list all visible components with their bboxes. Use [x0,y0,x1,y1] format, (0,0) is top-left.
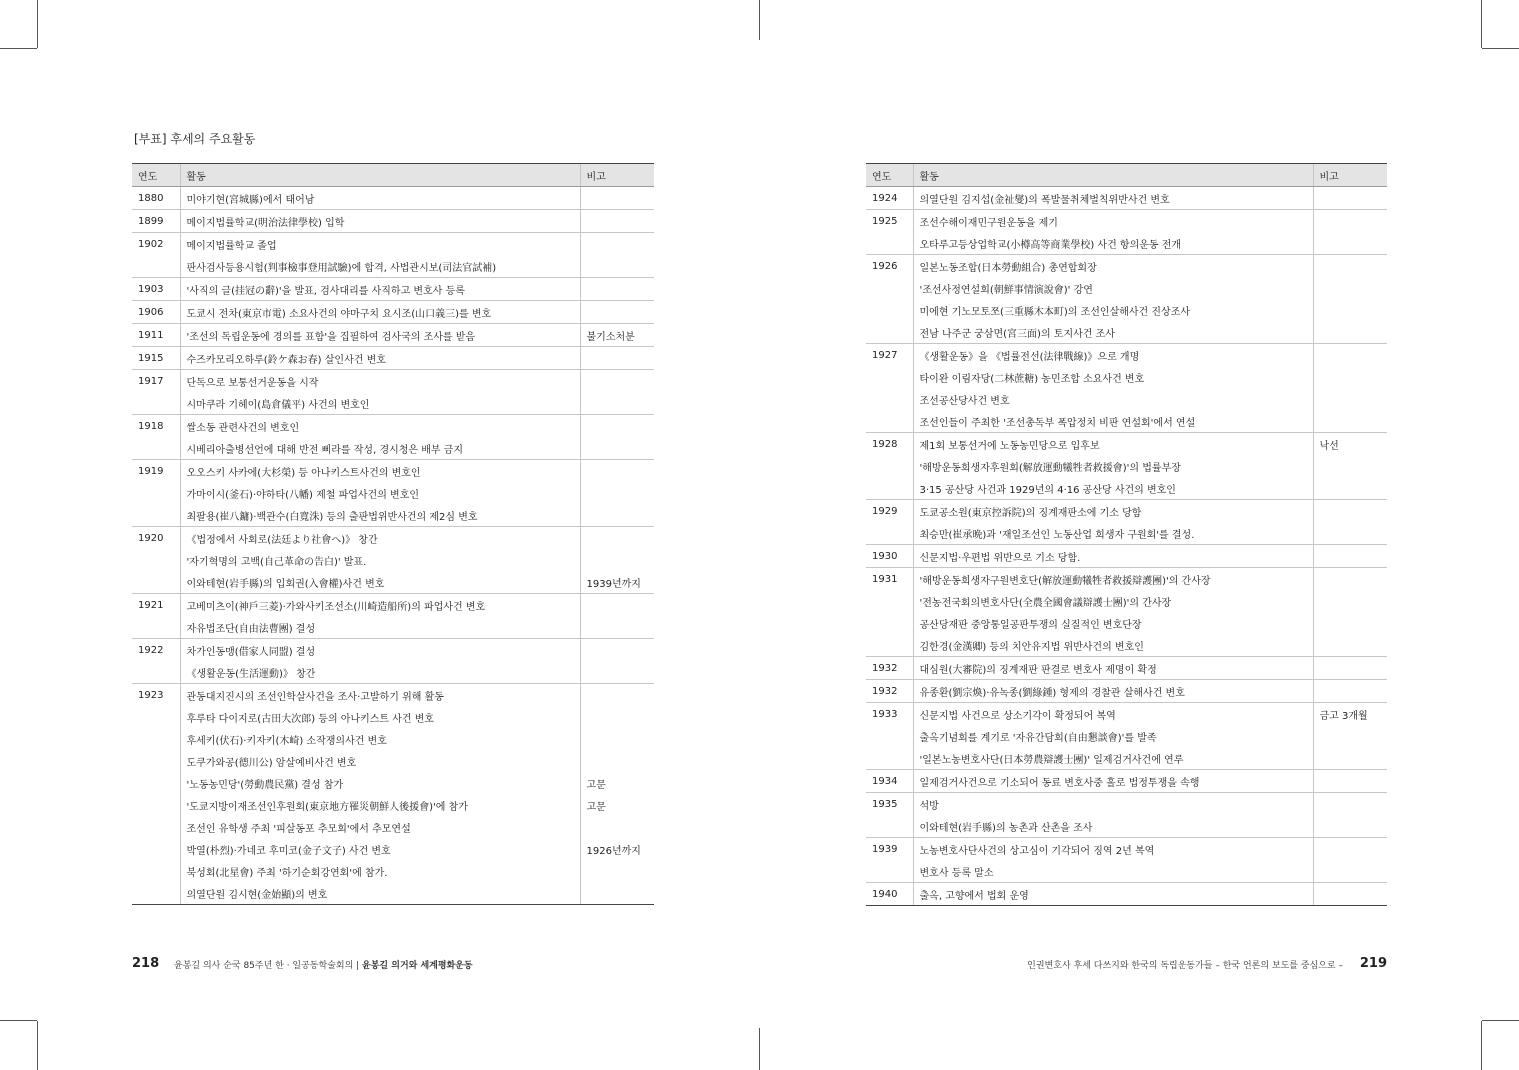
header-note: 비고 [580,164,654,187]
table-body [132,187,654,905]
year-cell [866,232,913,255]
table-row [132,661,654,684]
year-cell [132,437,180,460]
activity-cell: 조선공산당사건 변호 [913,388,1313,410]
year-cell: 1923 [132,684,180,707]
year-cell [132,392,180,415]
note-cell [580,370,654,393]
activity-cell: '전농전국회의변호사단(全農全國會議辯護士團)'의 간사장 [913,590,1313,612]
activity-cell: 단독으로 보통선거운동을 시작 [180,370,580,393]
note-cell [580,661,654,684]
note-cell [1313,210,1387,233]
note-cell [580,816,654,838]
activity-cell: 변호사 등록 말소 [913,860,1313,883]
note-cell [580,549,654,571]
table-row [866,703,1387,726]
table-row [866,232,1387,255]
activity-cell: 시마쿠라 기헤이(島倉儀平) 사건의 변호인 [180,392,580,415]
table-row [866,793,1387,816]
activity-cell: '조선의 독립운동에 경의를 표함'을 집필하여 검사국의 조사를 받음 [180,324,580,347]
activity-cell: '자기혁명의 고백(自己革命の告白)' 발표. [180,549,580,571]
note-cell [1313,545,1387,568]
table-row [866,255,1387,278]
activity-cell: 후세키(伏石)·키자키(木崎) 소작쟁의사건 변호 [180,728,580,750]
year-cell: 1931 [866,568,913,591]
note-cell: 낙선 [1313,433,1387,456]
table-row [132,392,654,415]
activity-cell: '도쿄지방이재조선인후원회(東京地方罹災朝鮮人後援會)'에 참가 [180,794,580,816]
activity-cell: 의열단원 김시현(金始顯)의 변호 [180,882,580,905]
note-cell [580,255,654,278]
activity-cell: 《생활운동》을 《법률전선(法律戰線)》으로 개명 [913,344,1313,367]
year-cell [132,728,180,750]
year-cell [866,522,913,545]
activity-cell: '해방운동희생자구원변호단(解放運動犧牲者救援辯護團)'의 간사장 [913,568,1313,591]
activity-cell: '조선사정연설회(朝鮮事情演說會)' 강연 [913,277,1313,299]
crop-mark [759,0,760,40]
table-row [132,838,654,860]
footer-series-title: 윤봉길 의사 순국 85주년 한 · 일공동학술회의 | [174,961,363,971]
note-cell [580,460,654,483]
table-row [866,433,1387,456]
header-activity: 활동 [180,164,580,187]
activity-cell: 노농변호사단사건의 상고심이 기각되어 징역 2년 복역 [913,838,1313,861]
table-row [866,299,1387,321]
note-cell [1313,770,1387,793]
year-cell [132,616,180,639]
note-cell [1313,793,1387,816]
table-row [866,838,1387,861]
table-row [132,301,654,324]
table-row [132,860,654,882]
note-cell [580,684,654,707]
activity-cell: 시베리아출병선언에 대해 반전 삐라를 작성, 경시청은 배부 금지 [180,437,580,460]
header-note: 비고 [1313,164,1387,187]
activity-cell: 차가인동맹(借家人同盟) 결성 [180,639,580,662]
crop-mark [0,1020,37,1021]
activity-cell: 후루타 다이지로(古田大次郎) 등의 아나키스트 사건 변호 [180,706,580,728]
year-cell [132,860,180,882]
activity-cell: 메이지법률학교(明治法律學校) 입학 [180,210,580,233]
page-number-right: 219 [1359,956,1387,971]
table-row [866,770,1387,793]
year-cell [132,772,180,794]
table-row [866,612,1387,634]
note-cell: 1926년까지 [580,838,654,860]
year-cell [866,477,913,500]
year-cell: 1932 [866,680,913,703]
year-cell [132,255,180,278]
activity-cell: 《생활운동(生活運動)》 창간 [180,661,580,684]
note-cell [1313,187,1387,210]
year-cell [132,504,180,527]
activity-cell: 메이지법률학교 졸업 [180,233,580,256]
note-cell [1313,299,1387,321]
note-cell: 고문 [580,772,654,794]
activity-cell: 이와테현(岩手縣)의 입회권(入會權)사건 변호 [180,571,580,594]
year-cell: 1919 [132,460,180,483]
table-header-row [866,164,1387,187]
note-cell [1313,277,1387,299]
table-row [132,549,654,571]
note-cell [1313,883,1387,906]
note-cell [580,706,654,728]
note-cell [1313,500,1387,523]
table-row [132,210,654,233]
activity-cell: 신문지법 사건으로 상소기각이 확정되어 복역 [913,703,1313,726]
table-row [866,366,1387,388]
note-cell [1313,255,1387,278]
year-cell [866,455,913,477]
table-row [132,816,654,838]
note-cell [1313,680,1387,703]
crop-mark [759,1028,760,1070]
table-row [132,504,654,527]
running-footer-right: 인권변호사 후세 다쓰지와 한국의 독립운동가들 – 한국 언론의 보도를 중심으로 – [1027,961,1343,971]
activity-cell: 미야기현(宮城縣)에서 태어남 [180,187,580,210]
note-cell [1313,410,1387,433]
table-row [132,347,654,370]
year-cell: 1921 [132,594,180,617]
year-cell [866,321,913,344]
note-cell [1313,657,1387,680]
year-cell: 1911 [132,324,180,347]
activity-cell: 타이완 이림자당(二林蔗糖) 농민조합 소요사건 변호 [913,366,1313,388]
table-row [132,482,654,504]
table-row [866,747,1387,770]
year-cell [866,299,913,321]
table-row [866,815,1387,838]
note-cell: 불기소처분 [580,324,654,347]
activity-cell: 3·15 공산당 사건과 1929년의 4·16 공산당 사건의 변호인 [913,477,1313,500]
activity-cell: 도쿄시 전차(東京市電) 소요사건의 야마구치 요시조(山口義三)를 변호 [180,301,580,324]
note-cell [1313,612,1387,634]
year-cell: 1917 [132,370,180,393]
header-year: 연도 [132,164,180,187]
year-cell: 1925 [866,210,913,233]
year-cell [866,612,913,634]
crop-mark [1482,1020,1519,1021]
activity-cell: 수즈카모리오하루(鈴ケ森お春) 살인사건 변호 [180,347,580,370]
note-cell: 고문 [580,794,654,816]
year-cell: 1924 [866,187,913,210]
table-row [866,277,1387,299]
activity-cell: 자유법조단(自由法曹團) 결성 [180,616,580,639]
table-row [132,324,654,347]
note-cell [580,437,654,460]
table-row [866,321,1387,344]
activity-table-left [132,163,654,905]
year-cell: 1939 [866,838,913,861]
table-row [866,210,1387,233]
year-cell: 1932 [866,657,913,680]
table-row [132,187,654,210]
crop-mark [37,0,38,48]
note-cell [1313,634,1387,657]
activity-cell: '사직의 글(挂冠の辭)'을 발표, 검사대리를 사직하고 변호사 등록 [180,278,580,301]
year-cell [866,815,913,838]
activity-cell: 도쿠가와공(德川公) 암살예비사건 변호 [180,750,580,772]
activity-cell: 제1회 보통선거에 노동농민당으로 입후보 [913,433,1313,456]
note-cell [1313,232,1387,255]
year-cell [132,549,180,571]
activity-cell: 도쿄공소원(東京控訴院)의 징계재판소에 기소 당함 [913,500,1313,523]
table-row [132,750,654,772]
table-row [132,255,654,278]
note-cell [580,482,654,504]
note-cell [580,882,654,905]
activity-cell: 고베미츠이(神戶三菱)·가와사키조선소(川崎造船所)의 파업사건 변호 [180,594,580,617]
note-cell [580,301,654,324]
year-cell: 1915 [132,347,180,370]
year-cell: 1934 [866,770,913,793]
table-row [866,725,1387,747]
activity-cell: '해방운동희생자후원회(解放運動犧牲者救援會)'의 법률부장 [913,455,1313,477]
activity-cell: 이와테현(岩手縣)의 농촌과 산촌을 조사 [913,815,1313,838]
note-cell [1313,455,1387,477]
year-cell [866,366,913,388]
year-cell [132,661,180,684]
note-cell [1313,522,1387,545]
year-cell: 1899 [132,210,180,233]
table-row [132,527,654,550]
year-cell: 1930 [866,545,913,568]
table-row [866,344,1387,367]
activity-cell: 오오스키 사카에(大杉榮) 등 아나키스트사건의 변호인 [180,460,580,483]
year-cell: 1935 [866,793,913,816]
crop-mark [0,48,37,49]
table-row [132,233,654,256]
activity-cell: 판사검사등용시험(判事檢事登用試驗)에 합격, 사법관시보(司法官試補) [180,255,580,278]
table-row [132,706,654,728]
year-cell: 1922 [132,639,180,662]
note-cell [580,415,654,438]
note-cell [580,639,654,662]
note-cell [1313,725,1387,747]
note-cell [580,504,654,527]
note-cell [1313,344,1387,367]
table-row [866,477,1387,500]
activity-cell: 가마이시(釜石)·야하타(八幡) 제철 파업사건의 변호인 [180,482,580,504]
year-cell: 1880 [132,187,180,210]
table-caption: [부표] 후세의 주요활동 [134,132,256,146]
header-year: 연도 [866,164,913,187]
activity-table-right [866,163,1387,906]
year-cell [132,571,180,594]
activity-cell: 조선인 유학생 주최 '피살동포 추모회'에서 추모연설 [180,816,580,838]
crop-mark [1481,1021,1482,1070]
table-row [866,590,1387,612]
year-cell [866,277,913,299]
table-row [866,860,1387,883]
year-cell: 1906 [132,301,180,324]
table-row [866,657,1387,680]
note-cell [1313,590,1387,612]
note-cell [580,616,654,639]
table-row [132,415,654,438]
note-cell [580,594,654,617]
activity-cell: 박열(朴烈)·가네코 후미코(金子文子) 사건 변호 [180,838,580,860]
note-cell [580,527,654,550]
activity-cell: 출옥기념회를 계기로 '자유간담회(自由懇談會)'를 발족 [913,725,1313,747]
year-cell: 1929 [866,500,913,523]
year-cell: 1927 [866,344,913,367]
crop-mark [1481,0,1482,48]
table-header-row [132,164,654,187]
table-row [866,680,1387,703]
year-cell: 1940 [866,883,913,906]
year-cell [132,882,180,905]
activity-cell: '노동농민당'(勞動農民黨) 결성 참가 [180,772,580,794]
header-activity: 활동 [913,164,1313,187]
year-cell [132,816,180,838]
activity-cell: 김한경(金漢卿) 등의 치안유지법 위반사건의 변호인 [913,634,1313,657]
page-number-left: 218 [132,956,160,971]
note-cell [580,750,654,772]
note-cell [1313,838,1387,861]
activity-cell: 오타루고등상업학교(小樽高等商業學校) 사건 항의운동 전개 [913,232,1313,255]
table-row [866,187,1387,210]
note-cell [580,392,654,415]
year-cell: 1928 [866,433,913,456]
note-cell: 1939년까지 [580,571,654,594]
table-row [866,568,1387,591]
year-cell: 1902 [132,233,180,256]
table-row [866,500,1387,523]
activity-cell: 유종환(劉宗煥)·유녹종(劉綠鍾) 형제의 경찰관 살해사건 변호 [913,680,1313,703]
activity-cell: 조선수해이재민구원운동을 제기 [913,210,1313,233]
note-cell [1313,321,1387,344]
activity-cell: 《법정에서 사회로(法廷より社會へ)》 창간 [180,527,580,550]
table-row [132,594,654,617]
activity-cell: 일본노동조합(日本勞動組合) 총연합회장 [913,255,1313,278]
note-cell [1313,568,1387,591]
note-cell [1313,477,1387,500]
activity-cell: 북성회(北星會) 주최 '하기순회강연회'에 참가. [180,860,580,882]
year-cell [866,590,913,612]
activity-cell: 출옥, 고향에서 법회 운영 [913,883,1313,906]
table-row [132,460,654,483]
note-cell [1313,388,1387,410]
year-cell [866,747,913,770]
year-cell [132,750,180,772]
year-cell [132,794,180,816]
activity-cell: '일본노농변호사단(日本勞農辯護士團)' 일제검거사건에 연루 [913,747,1313,770]
year-cell: 1920 [132,527,180,550]
table-row [132,278,654,301]
activity-cell: 전남 나주군 궁삼면(宮三面)의 토지사건 조사 [913,321,1313,344]
note-cell [580,860,654,882]
table-row [132,728,654,750]
table-row [866,522,1387,545]
crop-mark [37,1021,38,1070]
table-body [866,187,1387,906]
note-cell [580,210,654,233]
activity-cell: 관동대지진시의 조선인학살사건을 조사·고발하기 위해 활동 [180,684,580,707]
year-cell [866,634,913,657]
table-row [866,455,1387,477]
table-row [132,437,654,460]
year-cell: 1926 [866,255,913,278]
running-footer-left [174,958,473,971]
table-row [866,410,1387,433]
year-cell: 1903 [132,278,180,301]
note-cell [580,728,654,750]
activity-cell: 의열단원 김지섭(金祉燮)의 폭발물취체벌칙위반사건 변호 [913,187,1313,210]
table-row [132,794,654,816]
activity-cell: 조선인들이 주최한 '조선총독부 폭압정치 비판 연설회'에서 연설 [913,410,1313,433]
note-cell [580,278,654,301]
note-cell [580,187,654,210]
activity-cell: 대심원(大審院)의 징계재판 판결로 변호사 제명이 확정 [913,657,1313,680]
table-row [866,545,1387,568]
activity-cell: 최승만(崔承晩)과 '재일조선인 노동산업 희생자 구원회'를 결성. [913,522,1313,545]
activity-cell: 석방 [913,793,1313,816]
year-cell [132,706,180,728]
note-cell: 금고 3개월 [1313,703,1387,726]
note-cell [1313,815,1387,838]
footer-book-title: 윤봉길 의거와 세계평화운동 [362,961,473,971]
table-row [132,639,654,662]
table-row [866,883,1387,906]
year-cell [866,725,913,747]
note-cell [1313,860,1387,883]
note-cell [580,347,654,370]
activity-cell: 미에현 기노모토쪼(三重縣木本町)의 조선인살해사건 진상조사 [913,299,1313,321]
table-row [132,772,654,794]
activity-cell: 쌀소동 관련사건의 변호인 [180,415,580,438]
note-cell [1313,747,1387,770]
table-row [132,616,654,639]
table-row [132,370,654,393]
note-cell [1313,366,1387,388]
year-cell [866,388,913,410]
table-row [132,882,654,905]
year-cell [866,860,913,883]
year-cell [866,410,913,433]
table-row [132,684,654,707]
table-row [132,571,654,594]
year-cell: 1933 [866,703,913,726]
activity-cell: 공산당재판 중앙통일공판투쟁의 실질적인 변호단장 [913,612,1313,634]
year-cell [132,838,180,860]
note-cell [580,233,654,256]
year-cell: 1918 [132,415,180,438]
year-cell [132,482,180,504]
activity-cell: 일제검거사건으로 기소되어 동료 변호사중 홀로 법정투쟁을 속행 [913,770,1313,793]
table-row [866,388,1387,410]
activity-cell: 신문지법·우편법 위반으로 기소 당함. [913,545,1313,568]
table-row [866,634,1387,657]
activity-cell: 최팔용(崔八鏞)·백관수(白寬洙) 등의 출판법위반사건의 제2심 변호 [180,504,580,527]
crop-mark [1482,48,1519,49]
